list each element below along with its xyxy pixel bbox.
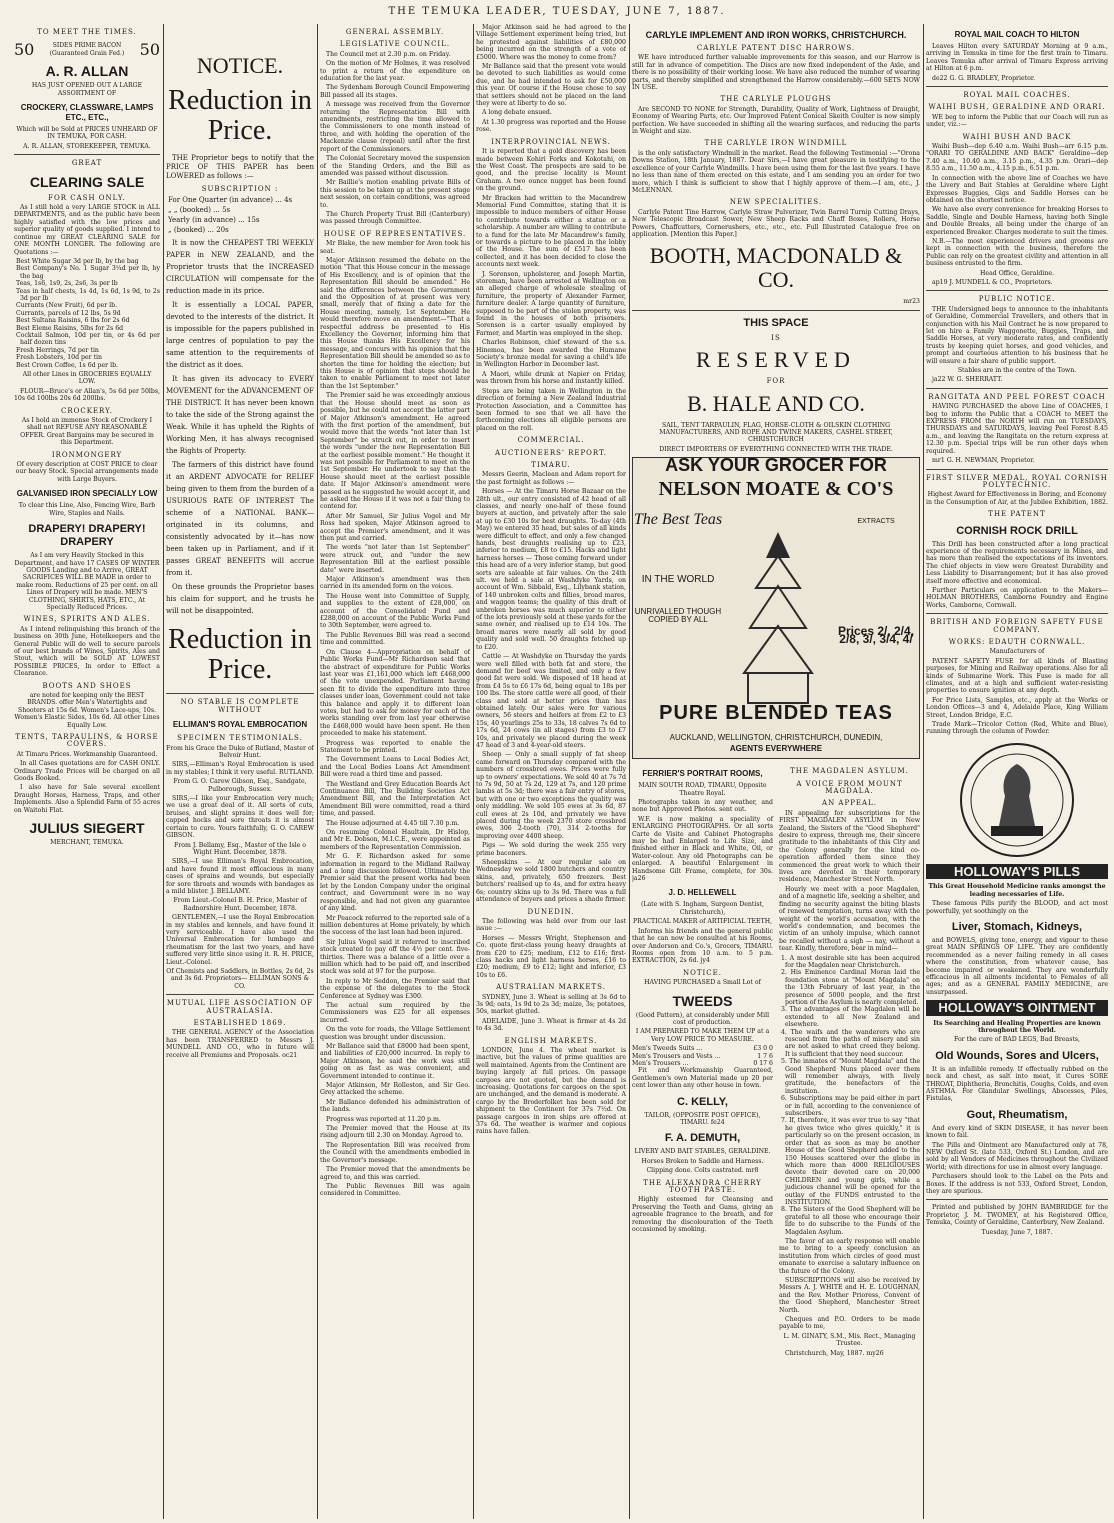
ad-signature: A. R. ALLAN, STOREKEEPER, TEMUKA. xyxy=(23,142,151,150)
list-item: Fresh Herrings, 7d per tin xyxy=(16,346,99,354)
article-paragraph: On resuming Colonel Haultain, Dr Hislop, and Mr E. Dobson, M.I.C.E., were appointed as members of the Representation Commission. xyxy=(320,829,470,851)
ad-text: In all Cases quotations are for CASH ONLY. Ordinary Trade Prices will be charged on all Goods Booked. xyxy=(14,760,160,783)
list-item: Teas in half chests, 1s 4d, 1s 6d, 1s 9d, to 2s 3d per lb xyxy=(16,287,160,302)
ad-heading: CARLYLE PATENT DISC HARROWS. xyxy=(696,44,856,52)
ad-text: Horses Broken to Saddle and Harness. xyxy=(641,1157,764,1165)
notice-text: It is essentially a LOCAL PAPER, devoted to the interests of the district. It is impossible for the papers published in large centres of population to pay the same attention to the requirements of the district as it does. xyxy=(166,301,314,370)
article-paragraph: J. Sorenson, upholsterer, and Joseph Martin, storeman, have been arrested at Wellington on an alleged charge of wholesale stealing of furniture, the property of Alexander Farmer, furniture dealer. A large quantity of furniture, supposed to be part of the stolen property, was found in the houses of both prisoners. Sorenson is a carter usually employed by Farmer, and Martin was employed in the shop. xyxy=(476,270,626,337)
article-paragraph: On the motion of Mr Holmes, it was resolved to print a return of the expenditure on education for the last year. xyxy=(320,60,470,83)
ad-text: FLOUR—Bruce's or Allan's, 5s 6d per 50lbs, 10s 6d 100lbs 20s 6d 200lbs. xyxy=(14,387,160,403)
article-paragraph: The Westland and Grey Education Boards Act Continuance Bill, The Building Societies Act Amendment Bill, and the Interpretation Act Amendment Bill were committed, read a third time, and passed. xyxy=(320,780,470,818)
ad-text: I AM PREPARED TO MAKE THEM UP at a Very LOW PRICE TO MEASURE. xyxy=(635,1028,770,1043)
ad-heading: SPECIMEN TESTIMONIALS. xyxy=(177,734,303,743)
ad-text: DIRECT IMPORTERS OF EVERYTHING CONNECTED WITH THE TRADE. xyxy=(659,445,893,453)
ad-text: Waihi Bush—dep 6.40 a.m. Waihi Bush—arr 6.15 p.m. "ORARI TO GERALDINE AND BACK" Geraldine—dep 7.40 a.m., 10.40 a.m., 3.15 p.m., 4.35 p.m. Orari—dep 8.55 a.m., 11.50 a.m., 4.15 p.m., 6.51 p.m. xyxy=(926,143,1108,173)
article-paragraph: Progress was reported to enable the Statement to be printed. xyxy=(320,739,470,754)
column-rule xyxy=(923,24,924,1519)
ad-text: It is an infallible remedy. If effectually rubbed on the neck and chest, as salt into meat, it Cures SORE THROAT, Diphtheria, Bronchitis, Coughs, Colds, and even ASTHMA. For Glandular Swellings, Abscesses, Piles, Fistulas, xyxy=(926,1065,1108,1103)
ad-heading: BRITISH AND FOREIGN SAFETY FUSE COMPANY. xyxy=(930,618,1104,634)
article-paragraph: The Public Revenues Bill was read a second time and committed. xyxy=(320,631,470,647)
article-paragraph: Pigs — We sold during the week 255 very prime baconers. xyxy=(476,842,626,857)
page-header: THE TEMUKA LEADER, TUESDAY, JUNE 7, 1887. xyxy=(388,6,726,17)
article-paragraph: The Council met at 2.30 p.m. on Friday. xyxy=(326,50,451,58)
tea-ad-prices: Prices 2/, 2/4, 2/8, 3/, 3/4, 4/ xyxy=(837,624,915,646)
tea-ad-brand: NELSON MOATE & CO'S xyxy=(658,478,894,501)
ad-text: PATENT SAFETY FUSE for all kinds of Blasting purposes, for Mining and Railway operations. Also for all kinds of Submarine Work. This Fuse is made for all climates, and at a high and sufficient water-resisting properties to ensure ignition at any depth. xyxy=(926,657,1108,695)
article-paragraph: Sheepskins — At our regular sale on Wednesday we sold 1800 butchers and country skins, and, privately, 650 freezers. Best butchers' realised up to 4s, and for extra heavy 6s; country skins up to 3s 9d. There was a full attendance of buyers and prices a shade firmer. xyxy=(476,859,626,904)
ad-title: GALVANISED IRON SPECIALLY LOW xyxy=(16,489,158,499)
ad-text: Head Office, Geraldine. xyxy=(980,269,1054,277)
article-paragraph: Major Atkinson's amendment was then carried in its amended form on the voices. xyxy=(320,576,470,591)
price-list xyxy=(166,195,314,235)
ad-heading: TO MEET THE TIMES. xyxy=(37,28,137,36)
list-item: For One Quarter (in advance) ... 4s xyxy=(168,196,293,205)
article-paragraph: Mr Ballance said that £8000 had been spent, and liabilities of £20,000 incurred. In reply to Major Atkinson, he said the work was still going on as fast as was convenient, and Government intended to continue it. xyxy=(320,1043,470,1080)
ad-signature: ja22 W. G. SHERRATT. xyxy=(932,376,1003,384)
list-item: 6. Subscriptions may be paid either in part or in full, according to the convenience of subscribers. xyxy=(781,1095,920,1118)
ad-title: Liver, Stomach, Kidneys, xyxy=(951,920,1083,933)
section-heading: INTERPROVINCIAL NEWS. xyxy=(491,137,611,146)
ad-text: IN appealing for subscriptions for the FIRST MAGDALEN ASYLUM in New Zealand, the Sisters of the "Good Shepherd" desire to express, through me, their sincere gratitude to the inhabitants of this City and the Colony generally for the kind co-operation afforded them since they commenced the great work to which their lives are devoted in their temporary residence, Manchester Street North. xyxy=(779,809,920,884)
tea-ad-headline: ASK YOUR GROCER FOR xyxy=(665,455,887,476)
ad-text: SIRS,—I like your Embrocation very much; we use a great deal of it. All sorts of cuts, bruises, and slight sprains it does well for; capped hocks and sore throats it is almost certain to cure. Yours faithfully, G. O. CAREW GIBSON. xyxy=(166,795,314,840)
ad-text: Clipping done. Colts castrated. mr8 xyxy=(646,1167,759,1175)
section-heading: AUSTRALIAN MARKETS. xyxy=(496,983,606,992)
ad-text: SIRS,—Elliman's Royal Embrocation is used in my stables; I think it very useful. RUTLAND. xyxy=(166,761,314,776)
ad-text: TAILOR, (OPPOSITE POST OFFICE), TIMARU. fe24 xyxy=(644,1111,761,1126)
ad-text: For the cure of BAD LEGS, Bad Breasts, xyxy=(953,1036,1080,1044)
article-paragraph: At 1.30 progress was reported and the House rose. xyxy=(476,118,626,134)
ad-text: HAVING PURCHASED a Small Lot of xyxy=(644,979,761,987)
article-paragraph: The Colonial Secretary moved the suspension of the Standing Orders, and the Bill as amended was passed without discussion. xyxy=(320,155,470,177)
ad-heading: MUTUAL LIFE ASSOCIATION OF AUSTRALASIA. xyxy=(166,999,314,1015)
holloways-ointment-banner: HOLLOWAY'S OINTMENT xyxy=(926,1000,1108,1015)
tea-ad-extracts: EXTRACTS xyxy=(857,518,895,526)
ad-title: ROYAL MAIL COACH TO HILTON xyxy=(954,30,1080,39)
imprint-date: Tuesday, June 7, 1887. xyxy=(981,1228,1053,1236)
ad-title: C. KELLY, xyxy=(677,1095,728,1108)
notice-text: It has given its advocacy to EVERY MOVEMENT for the ADVANCEMENT OF THE DISTRICT. It has never been known to take the side of the Strong against the Weak. While it has upheld the Rights of Working Men, it has always recognised the Rights of Property. xyxy=(166,375,314,456)
ad-heading: THE CARLYLE IRON WINDMILL xyxy=(704,139,848,148)
article-paragraph: The Church Property Trust Bill (Canterbury) was passed through Committee. xyxy=(320,210,470,226)
ad-heading: NO STABLE IS COMPLETE WITHOUT xyxy=(180,698,300,714)
divider xyxy=(926,1199,1108,1200)
article-paragraph: A long debate ensued. xyxy=(482,109,552,117)
list-item: 4. The waifs and the wanderers who are rescued from the paths of misery and sin are not asked to what creed they belong. It is sufficient that they need succour. xyxy=(781,1028,920,1058)
ad-text: Cheques and P.O. Orders to be made payable to me, xyxy=(779,1316,920,1331)
ad-text: Highly esteemed for Cleansing and Preserving the Teeth and Gums, giving an agreeable fragrance to the breath, and for removing the discolouration of the Teeth occasioned by smoking. xyxy=(632,1196,773,1234)
list-item: Teas, 1s6, 1s9, 2s, 2s6, 3s per lb xyxy=(16,280,118,288)
imprint: Printed and published by JOHN BAMBRIDGE for the Proprietor, J. M. TWOMEY, at his Registered Office, Temuka, County of Geraldine, Canterbury, New Zealand. xyxy=(926,1204,1108,1227)
ad-signature: mr1 G. H. NEWMAN, Proprietor. xyxy=(932,457,1035,465)
ad-text: Informs his friends and the general public that he can now be consulted at his Rooms, over Anderson and Co.'s, Grocers, TIMARU. Rooms open from 10 a.m. to 5 p.m. EXTRACTION, 2s 6d. jy4 xyxy=(632,927,773,965)
ad-title: B. HALE AND CO. xyxy=(687,390,865,416)
article-paragraph: A message was received from the Governor returning the Representation Bill with amendments, restricting the time allowed to the Commissioners to one month instead of three, and with holding the operation of the Mackenzie clause (repeal) until after the first report of the Commissioners. xyxy=(320,101,470,153)
ad-text: HAVING PURCHASED the above Line of COACHES, I beg to inform the Public that a COACH to MEET the EXPRESS FROM the NORTH will run on TUESDAYS, THURSDAYS and SATURDAYS, leaving Peel Forest 8.45 a.m., and leaving the Rangitata on the return express at 12.30 p.m. Special trips will be run other days when required. xyxy=(926,403,1108,455)
price-value: £3 0 0 xyxy=(753,1045,773,1053)
ad-heading: PUBLIC NOTICE. xyxy=(978,295,1056,304)
ad-text: SIRS,—I use Elliman's Royal Embrocation, and have found it most efficacious in many cases of sprains and wounds, but especially for sore throats and wounds with bandages as a mild blister. J. BELLAMY. xyxy=(166,858,314,895)
ad-text: Hourly we meet with a poor Magdalen, and of a magnetic life, seeking a shelter, and finding no security against the biting blasts of renewed temptation, turns away with the weight of the world's accusation, with the world's condemnation, and becomes the victim of an unholy impulse, which cannot be recalled without a sigh — nay, without a tear. Kindly, therefore, bear in mind— xyxy=(779,885,920,953)
ad-text: All other Lines in GROCERIES EQUALLY LOW. xyxy=(22,371,152,386)
ad-title: RESERVED xyxy=(696,347,856,373)
column-6 xyxy=(926,24,1108,1519)
notice-text: The farmers of this district have found it an ARDENT ADVOCATE for RELIEF being given to them from the burden of a USURIOUS RATE OF INTEREST The scheme of a NATIONAL BANK—originated in its columns, and consistently advocated by it—has now been taken up in Parliament, and if it passes GREAT BENEFITS will accrue from it. xyxy=(166,461,314,578)
ad-heading: ROYAL MAIL COACHES. xyxy=(963,91,1071,100)
divider xyxy=(14,154,160,155)
ad-title: DRAPERY! DRAPERY! DRAPERY xyxy=(28,523,146,549)
article-paragraph: The Sydenham Borough Council Empowering Bill passed all its stages. xyxy=(320,84,470,99)
ad-text: (Late with S. Ingham, Surgeon Dentist, Christchurch), xyxy=(640,901,765,916)
ad-title: F. A. DEMUTH, xyxy=(664,1132,741,1145)
ad-heading: WORKS: EDAUTH CORNWALL. xyxy=(948,638,1086,646)
section-subheading: AUCTIONEERS' REPORT. xyxy=(495,448,607,457)
ad-text: THE GENERAL AGENCY of the Association has been TRANSFERRED to Messrs J. MUNDELL AND CO., who in future will receive all Premiums and Proposals. oc21 xyxy=(166,1029,314,1059)
ad-heading: FIRST SILVER MEDAL, ROYAL CORNISH POLYTECHNIC. xyxy=(926,473,1108,489)
appeal-list xyxy=(779,955,920,1236)
ad-text: W.F. is now making a speciality of ENLARGING PHOTOGRAPHS. Or all sorts Carte de Visite and Cabinet Photographs may be had Enlarged to Life Size, and finished either in Black and White, Oil, or Water-colour. Any old Photographs can be enlarged. A beautiful Enlargement in Handsome Gilt Frame, complete, for 30s. ja26 xyxy=(632,815,773,883)
article-paragraph: Mr Blake, the new member for Avon took his seat. xyxy=(320,240,470,255)
ad-text: SAIL, TENT TARPAULIN, FLAG, HORSE-CLOTH & OILSKIN CLOTHING MANUFACTURERS, AND ROPE AND TWINE MAKERS, CASHEL STREET, CHRISTCHURCH xyxy=(659,421,893,444)
ad-text: and BOWELS, giving tone, energy, and vigour to these great MAIN SPRINGS OF LIFE. They are confidently recommended as a never failing remedy in all cases where the constitution, from whatever cause, has become impaired or weakened. They are wonderfully efficacious in all ailments incidental to Females of all ages; and as a GENERAL FAMILY MEDICINE, are unsurpassed. xyxy=(926,936,1108,996)
article-paragraph: Progress was reported at 11.20 p.m. xyxy=(326,1115,441,1123)
column-rule xyxy=(317,24,318,1519)
ad-text: Further Particulars on application to the Makers—HOLMAN BROTHERS, Camborne Foundry and Engine Works, Camborne, Cornwall. xyxy=(926,586,1108,609)
ad-text: LIVERY AND BAIT STABLES, GERALDINE. xyxy=(634,1148,771,1156)
list-item: „ (booked) ... 20s xyxy=(168,226,229,235)
article-paragraph: Mr Ballance said that the present vote would be devoted to such liabilities as would come due, and he had intended to ask for £50,000 this year. Of course if the House chose to say that settlers should not be placed on the land they were at liberty to do so. xyxy=(476,63,626,108)
ad-text: This Drill has been constructed after a long practical experience of the requirements necessary in Mines, and has more than realised the expectations of its inventors. The chief objects in view were Greatest Durability and Less Liability to Disarrangement; but it has also proved itself more effective and economical. xyxy=(926,540,1108,585)
ad-title: THIS SPACE xyxy=(743,316,809,329)
tea-ad-cities: AUCKLAND, WELLINGTON, CHRISTCHURCH, DUNEDIN, xyxy=(669,733,883,743)
ad-text: Fit and Workmanship Guaranteed, Gentlemen's own Material made up 20 per cent lower than any other house in town. xyxy=(632,1067,773,1090)
ad-text: From Lieut.-Colonel B. H. Price, Master of Radnorshire Hunt. December, 1878. xyxy=(173,897,307,912)
ad-text: Christchurch, May, 1887. my26 xyxy=(785,1349,884,1357)
ad-heading: CROCKERY. xyxy=(60,406,114,415)
ad-text: As I hold an immense Stock of Crockery I shall not REFUSE ANY REASONABLE OFFER. Great Bargains may be secured in this Department. xyxy=(20,417,154,447)
article-paragraph: Mr G. F. Richardson asked for some information in regard to the Midland Railway and a long discussion followed. Ultimately the Premier said that the present works had been let by the London Company under the original contract, and Government were in no way responsible, and had not given any guarantee of any kind. xyxy=(320,853,470,913)
ad-code: mr23 xyxy=(903,298,920,306)
price-row xyxy=(632,1045,773,1052)
list-item: 1. A most desirable site has been acquired for the Magdalen near Christchurch. xyxy=(781,954,920,969)
article-paragraph: Charles Robinson, chief steward of the s.s. Hinemoa, has been awarded the Humane Society's bronze medal for saving a child's life in Wellington Harbor in December last. xyxy=(476,339,626,369)
notice-heading: NOTICE. xyxy=(196,53,284,78)
tea-ad-slogan: The Best Teas xyxy=(633,511,723,529)
list-item: 2. His Eminence Cardinal Moran laid the foundation stone at "Mount Magdala" on the 13th February of last year, in the presence of 5000 people, and the first portion of the Asylum is nearly completed. xyxy=(781,969,920,1006)
divider xyxy=(926,613,1108,614)
ad-number: 50 xyxy=(139,40,160,60)
ad-heading: A VOICE FROM MOUNT MAGDALA. xyxy=(796,779,903,795)
ad-heading: FOR CASH ONLY. xyxy=(48,193,126,202)
ad-text: Leaves Hilton every SATURDAY Morning at 9 a.m., arriving in Temuka in time for the first train to Timaru. Leaves Temuka after arrival of Timaru Express arriving at Hilton at 6 p.m. xyxy=(926,43,1108,73)
ad-heading: THE ALEXANDRA CHERRY TOOTH PASTE. xyxy=(643,1178,762,1195)
article-paragraph: The following was held over from our last issue :— xyxy=(476,917,626,933)
article-paragraph: A Maori, while drunk at Napier on Friday, was thrown from his horse and instantly killed. xyxy=(476,370,626,386)
ad-text: From G. O. Carew Gibson, Esq., Sandgate, Pulborough, Sussex. xyxy=(173,778,307,793)
divider xyxy=(926,290,1108,291)
ad-text: Trade Mark—Tricolor Cotton (Red, White and Blue), running through the column of Powder. xyxy=(926,721,1108,736)
ad-text: In connection with the above line of Coaches we have the Livery and Bait Stables at Geraldine where Light Expresses Buggies, Gigs and Saddle Horses can be obtained on the shortest notice. xyxy=(926,174,1108,204)
ad-heading: FOR xyxy=(766,377,786,386)
ad-title: FERRIER'S PORTRAIT ROOMS, xyxy=(642,769,763,779)
list-item: Best White Sugar 3d per lb, by the bag xyxy=(16,257,139,265)
ad-text: GENTLEMEN,—I use the Royal Embrocation in my stables and kennels, and have found it very serviceable. I have also used the Universal Embrocation for lumbago and rheumatism for the last two years, and have suffered very little since using it. R. H. PRICE, Lieut.-Colonel. xyxy=(166,914,314,966)
ad-text: WE beg to inform the Public that our Coach will run as under, viz.:— xyxy=(926,113,1108,129)
ad-title: BOOTH, MACDONALD & CO. xyxy=(649,243,903,293)
article-paragraph: The words "not later than 1st September" were struck out, and "under the new Representation Bill at the earliest possible date" were inserted. xyxy=(320,544,470,574)
ad-text: Of Chemists and Saddlers, in Bottles, 2s 6d, 2s and 3s 6d. Proprietors— ELLIMAN SONS & CO. xyxy=(166,968,314,990)
notice-title: Reduction in Price. xyxy=(168,624,312,686)
list-item: Best Crown Coffee, 1s 6d per lb. xyxy=(16,361,119,369)
ad-heading: GREAT xyxy=(71,159,103,168)
divider xyxy=(166,693,314,694)
article-paragraph: After Mr Samuel, Sir Julius Vogel and Mr Ross had spoken, Major Atkinson agreed to accept the Premier's amendment, and it was then put and carried. xyxy=(320,512,470,542)
list-item: Fresh Lobsters, 10d per tin xyxy=(16,354,103,362)
ad-text: PRACTICAL MAKER of ARTIFICIAL TEETH, xyxy=(632,918,773,926)
price-label: Men's Trousers and Vests ... xyxy=(632,1052,721,1060)
ad-heading: RANGITATA AND PEEL FOREST COACH xyxy=(928,392,1106,401)
list-item: 5. The inmates of "Mount Magdala" and the Good Shepherd Nuns placed over them will remember always, with lively gratitude, the benefactors of the institution. xyxy=(781,1058,920,1095)
price-label: Men's Tweeds Suits ... xyxy=(632,1045,703,1053)
ad-title: JULIUS SIEGERT xyxy=(29,820,145,837)
ad-title: Old Wounds, Sores and Ulcers, xyxy=(935,1049,1099,1062)
article-paragraph: Mr Peacock referred to the reported sale of a million debentures at Home privately, by which the success of the last loan had been injured. xyxy=(320,914,470,937)
divider xyxy=(926,388,1108,389)
article-paragraph: On the vote for roads, the Village Settlement question was brought under discussion. xyxy=(320,1026,470,1041)
section-heading: ENGLISH MARKETS. xyxy=(504,1036,598,1045)
ad-text: To clear this Line, Also, Fencing Wire, Barb Wire, Staples and Nails. xyxy=(18,502,156,517)
ad-text: (Good Pattern), at considerably under Mill cost of production. xyxy=(635,1011,770,1026)
article-paragraph: Sir Julius Vogel said it referred to inscribed stock created to pay off the 4½ per cent. five-thirties. There was a balance of a little over a million which had to be paid off, and inscribed stock was sold at 97 for the purpose. xyxy=(320,938,470,976)
article-paragraph: ADELAIDE, June 3. Wheat is firmer at 4s 2d to 4s 3d. xyxy=(476,1017,626,1033)
article-paragraph: The House went into Committee of Supply, and supplies to the extent of £28,000, on account of the Consolidated Fund and £288,000 on account of the Public Works Fund to 30th September, were agreed to. xyxy=(320,592,470,630)
ad-column-left xyxy=(632,763,773,1359)
ad-heading: WAIHI BUSH, GERALDINE AND ORARI. xyxy=(928,103,1106,112)
section-subheading: DUNEDIN. xyxy=(527,907,575,916)
section-subheading: HOUSE OF REPRESENTATIVES. xyxy=(323,229,467,238)
article-paragraph: The Representation Bill was received from the Council with the amendments embodied in the Governor's message. xyxy=(320,1141,470,1164)
article-paragraph: Mr Bracken had written to the Macandrew Memorial Fund Committee, stating that it is impossible to induce members of either House to contribute towards either a statue or a scholarship. A number are willing to contribute to a fund for the late Mr Macandrew's family, or towards a picture to be placed in the lobby of the House. The sum of £517 has been collected, and it has been decided to close the accounts next week. xyxy=(476,194,626,269)
ad-title: J. D. HELLEWELL xyxy=(668,888,737,898)
price-value: 0 17 6 xyxy=(753,1059,773,1067)
list-item: Best Sultana Raisins, 6 lbs for 2s 6d xyxy=(16,317,130,325)
article-paragraph: Major Atkinson said he had agreed to the Village Settlement experiment being tried, but he protested against liabilities of £80,000 being incurred on the strength of a vote of £5000. Where was the money to come from? xyxy=(476,24,626,61)
ad-heading: NEW SPECIALITIES. xyxy=(729,198,823,207)
divider xyxy=(926,469,1108,470)
list-item: Best Eleme Raisins, 5lbs for 2s 6d xyxy=(16,324,124,332)
ad-text: Of every description at COST PRICE to clear our heavy Stock. Special arrangements made with Large Buyers. xyxy=(15,461,159,483)
article-paragraph: On Clause 4—Appropriation on behalf of Public Works Fund—Mr Richardson said that the abstract of expenditure for Public Works last year was £1,161,000 which left £468,000 of the vote unexpended. Parliament having seen fit to divide the expenditure into three classes under loan, Government could not take this balance and apply it to different loan votes, but had to ask for money for each of the works standing over from last year otherwise the £468,000 would have been spent. He then proceeded to make his statement. xyxy=(320,648,470,738)
ad-signature: de22 G. G. BRADLEY, Proprietor. xyxy=(932,74,1036,82)
section-heading: GENERAL ASSEMBLY. xyxy=(345,28,445,36)
ad-text: WE have introduced further valuable improvements for this season, and our Harrow is still far in advance of competition. The Discs are now fixed independent of the Axle, and there is no possibility of their working loose. We have also reduced the number of wearing parts, and thereby simplified and strengthened the Harrow considerably.—600 SETS NOW IN USE. xyxy=(632,54,920,92)
ad-text: For Price Lists, Samples, etc., apply at the Works or London Offices—3 and 4, Adelaide Place, King William Street, London Bridge, E.C. xyxy=(926,696,1108,719)
column-rule xyxy=(473,24,474,1519)
tea-ad-product: PURE BLENDED TEAS xyxy=(659,702,893,725)
ad-title: CROCKERY, CLASSWARE, LAMPS ETC., ETC., xyxy=(20,103,154,123)
notice-text: It is now the CHEAPEST TRI WEEKLY PAPER in NEW ZEALAND, and the Proprietor trusts that the INCREASED CIRCULATION will compensate for the reduction made in its price. xyxy=(166,239,314,296)
ad-text: The favor of an early response will enable me to bring to a speedy conclusion an institution from which circles of good must emanate to exercise a salutary influence on the future of the Colony. xyxy=(779,1237,920,1275)
ad-number: 50 xyxy=(14,40,35,60)
article-paragraph: Steps are being taken in Wellington in the direction of forming a New Zealand Industrial Protection Association, and a Committee has been formed to see that we all have the forthcoming elections all eligible persons are placed on the roll. xyxy=(476,387,626,432)
article-paragraph: Mr Ballance defended his administration of the lands. xyxy=(320,1098,470,1114)
divider xyxy=(166,994,314,995)
ad-signature: ap19 J. MUNDELL & CO., Proprietors. xyxy=(932,278,1053,286)
ad-heading: NOTICE. xyxy=(683,968,722,977)
ad-text: As I still hold a very LARGE STOCK in ALL DEPARTMENTS, and as the public have been highly satisfied with the low prices and superior quality of goods supplied. I intend to continue my GREAT CLEARING SALE for ONE MONTH LONGER. The following are Quotations :— xyxy=(14,204,160,256)
ad-text: SUBSCRIPTIONS will also be received by Messrs A. J. WHITE and H. E. LOUGHNAN, and the Rev. Mother Prioress, Convent of the Good Shepherd, Manchester Street North. xyxy=(779,1277,920,1314)
ad-heading: WINES, SPIRITS AND ALES. xyxy=(23,615,151,624)
ad-title: TWEEDS xyxy=(672,992,733,1009)
article-paragraph: In reply to Mr Seddon, the Premier said that the expense of the delegates to the Stock Conference at Sydney was £300. xyxy=(320,977,470,1000)
ad-text: At Timaru Prices. Workmanship Guaranteed. xyxy=(16,750,158,758)
ad-heading: SUBSCRIPTION : xyxy=(201,185,279,193)
article-paragraph: Horses — Messrs Wright, Stephenson and Co. quote first-class young heavy draughts at from £20 to £25; medium, £12 to £16; first-class hacks and light harness horses, £16 to £20; medium, £9 to £12; light and inferior, £3 10s to £6. xyxy=(476,934,626,979)
article-paragraph: The actual sum required by the Commissioners was £25 for all expenses incurred. xyxy=(320,1001,470,1024)
divider xyxy=(632,310,920,311)
ad-text: Highest Award for Effectiveness in Boring, and Economy in the Consumption of Air, at the Jubilee Exhibition, 1882. xyxy=(926,491,1108,506)
ad-heading: WAIHI BUSH AND BACK xyxy=(962,132,1072,141)
ad-text: This Great Household Medicine ranks amongst the leading necessaries of Life. xyxy=(928,883,1106,898)
tea-ad-tagline: UNRIVALLED THOUGH COPIED BY ALL xyxy=(634,607,722,624)
ad-title: ELLIMAN'S ROYAL EMBROCATION xyxy=(172,720,308,730)
article-paragraph: Major Atkinson, Mr Rolleston, and Sir Geo. Grey attacked the scheme. xyxy=(320,1082,470,1097)
article-paragraph: Horses — At the Timaru Horse Bazaar on the 28th ult., our entry consisted of 42 head of all classes, and nearly one-half of these found buyers at auction, and privately after the sale at up to £30 10s for best draughts. To-day (4th May) we entered 35 head, but sales of all kinds were difficult to effect, and only a few changed hands, best draughts realising up to £23, inferior to medium, £8 to £15. Hacks and light harness horses — Those coming forward under this head are of a very inferior stamp, but good sorts are saleable at fair values. On the 24th ult. we held a sale at Washdyke Yards, on account of Wm. Sibbald, Esq., Lilybank station, of 140 unbroken colts and fillies, broad mares, and waggon teams; the quality of this draft of unbroken horses was much superior to either of the lots previously sold at these yards for the same owner, and realised up to £14 10s. The broad mares were nearly all sold by good quality and sold well. 50 draughts fetched up to £20. xyxy=(476,488,626,651)
article-paragraph: Messrs Geerin, Maclean and Adam report for the past fortnight as follows :— xyxy=(476,471,626,486)
tea-advertisement xyxy=(632,457,920,759)
column-rule xyxy=(163,24,164,1519)
price-row xyxy=(632,1053,773,1060)
ad-text: Manufacturers of xyxy=(989,648,1045,656)
ad-text: MAIN SOUTH ROAD, TIMARU, Opposite Theatre Royal. xyxy=(638,782,767,797)
ad-signature: MERCHANT, TEMUKA. xyxy=(50,839,124,847)
ad-column-right xyxy=(779,763,920,1359)
article-paragraph: The Premier moved that the House at its rising adjourn till 2.30 on Monday. Agreed to. xyxy=(320,1125,470,1140)
column-1 xyxy=(14,24,160,1519)
column-3 xyxy=(320,24,470,1519)
ad-text: THE Undersigned begs to announce to the inhabitants of Geraldine, Commercial Travellers, and others that in conjunction with his Mail Contract he is now prepared to let on hire a Family Waggonette, Buggies, Traps, and Saddle Horses, at very moderate rates, and confidently trusts by keeping quiet horses, and good vehicles, and prompt and courteous attention to his business that he will ensure a fair share of public support. xyxy=(926,305,1108,365)
ad-heading: AN APPEAL. xyxy=(822,799,877,808)
ad-title: CARLYLE IMPLEMENT AND IRON WORKS, CHRISTCHURCH. xyxy=(645,30,907,40)
article-paragraph: The Premier said he was exceedingly anxious that the House should meet as soon as possible, but he could not accept the latter part of Major Atkinson's amendment. He agreed with the first portion of the amendment, but would move that the words "not later than 1st September" be struck out, in order to insert the words "under the new Representation Bill at the earliest possible moment." He thought it was not possible for Parliament to meet on the 1st September. He undertook to say that the House should meet at the earliest possible date. If Major Atkinson's amendment were passed as he suggested he would accept it, and he asked the House if it was not a fair thing to contend for. xyxy=(320,392,470,511)
article-paragraph: The Premier moved that the amendments be agreed to, and this was carried. xyxy=(320,1166,470,1181)
column-rule xyxy=(629,24,630,1519)
ad-text: Purchasers should look to the Label on the Pots and Boxes. If the address is not 533, Oxford Street, London, they are spurious. xyxy=(926,1173,1108,1196)
ad-text: Carlyle Patent Tine Harrow, Carlyle Straw Pulverizer, Twin Barrel Turnip Cutting Drays, New Telescopic Broadcast Sower, New Sheep Racks and Chaff Boxes, Rollers, Horse Powers, Chaffcutters, Cornerushers, etc., etc., etc. Full Illustrated Catalogue free on application. [Mention this Paper.] xyxy=(632,208,920,238)
list-item: 7. If, therefore, it was ever true to say "that he gives twice who gives quickly," it is particularly so on the present occasion, in order that as soon as may be another House of the Good Shepherd added to the 150 Houses scattered over the globe in which more than 4000 RELIGIOUSES devote their devoted care on 20,000 CHILDREN and young girls, while a judicious channel will be opened for the outlay of the FUNDS entrusted to the INSTITUTION. xyxy=(781,1117,920,1206)
list-item: Currants (New Fruit), 6d per lb. xyxy=(16,302,118,310)
article-paragraph: The Public Revenues Bill was again considered in Committee. xyxy=(320,1182,470,1198)
ad-heading: ESTABLISHED 1869. xyxy=(193,1019,287,1028)
ad-title: CORNISH ROCK DRILL xyxy=(956,524,1078,537)
section-heading: COMMERCIAL. xyxy=(517,436,585,445)
ad-text: Are SECOND TO NONE for Strength, Durability, Quality of Work, Lightness of Draught, Economy of Wearing Parts, etc. Our Improved Patent Conical Skeith Coulter is now simply perfection. We have succeeded in shifting all the wearing surfaces, and reducing the parts in Weight and size. xyxy=(632,105,920,136)
notice-text: THE Proprietor begs to notify that the PRICE OF THIS PAPER has been LOWERED as follows :— xyxy=(166,154,314,180)
list-item: Currants, parcels of 12 lbs, 5s 9d xyxy=(16,309,121,317)
price-label: Men's Trousers ... xyxy=(632,1059,689,1067)
column-2 xyxy=(166,24,314,1519)
article-paragraph: Major Atkinson resumed the debate on the motion "That this House concur in the message of His Excellency, and is of opinion that the Representation Bill should be amended." He said the differences between the Government and the Opposition of at present was very small, merely that of fixing a date for the House meeting, namely, 1st September. He would therefore move an amendment—"That a respectful address be presented to His Excellency the Governor, informing him that this House thanks His Excellency for his message, and concurs with his opinion that the Representation Bill should be amended so as to shorten the time for holding the election; but this House is of opinion that steps should be taken to enable Parliament to meet not later than the 1st September." xyxy=(320,256,470,390)
section-subheading: TIMARU. xyxy=(531,460,571,469)
holloways-pills-banner: HOLLOWAY'S PILLS xyxy=(926,864,1108,879)
ad-title: A. R. ALLAN xyxy=(45,63,129,80)
article-paragraph: The House adjourned at 4.45 till 7.30 p.m. xyxy=(326,819,460,827)
price-row xyxy=(632,1060,773,1067)
ad-text: These famous Pills purify the BLOOD, and act most powerfully, yet soothingly on the xyxy=(926,900,1108,915)
ad-text: We have also every convenience for breaking Horses to Saddle, Single and Double Harness, having both Single and Double Breaks, all being under the charge of an experienced Breaker. Charges moderate to suit the times. xyxy=(926,206,1108,236)
article-paragraph: SYDNEY, June 3. Wheat is selling at 3s 6d to 3s 9d; oats, 1s 9d to 2s 3d; maize, 3s; potatoes, 50s, market glutted. xyxy=(476,993,626,1016)
bacon-ad xyxy=(14,40,160,60)
ad-text: N.B.—The most experienced drivers and grooms are kept in connection with the business, therefore the Public can rely on the greatest civility and attention in all business entrusted to the firm. xyxy=(926,237,1108,268)
ad-text: From his Grace the Duke of Rutland, Master of Belvoir Hunt. xyxy=(166,744,314,760)
holloway-emblem-icon xyxy=(957,740,1077,860)
ad-text: I also have for Sale several excellent Draught Horses, Harness, Traps, and other Implements. Also a Splendid Farm of 55 acres on Waitohi Flat. xyxy=(14,784,160,814)
ad-title: Gout, Rheumatism, xyxy=(966,1108,1068,1121)
ad-signature: L. M. GINATY, S.M., Mis. Rect., Managing Trustee. xyxy=(783,1332,916,1348)
ad-text: And every kind of SKIN DISEASE, it has never been known to fail. xyxy=(926,1124,1108,1140)
ad-title: CLEARING SALE xyxy=(29,173,145,190)
ad-text: Which will be Sold at PRICES UNHEARD OF IN TEMUKA, FOR CASH. xyxy=(16,126,158,141)
ad-text: As I am very Heavily Stocked in this Department, and have 17 CASES OF WINTER GOODS Landing and to Arrive, GREAT SACRIFICES WILL BE MADE in order to make room. Reductions of 25 per cent. on all Lines of Drapery will be made. MEN'S CLOTHING, SHIRTS, HATS, ETC., At Specially Reduced Prices. xyxy=(14,552,160,611)
ad-text: Its Searching and Healing Properties are known throughout the World. xyxy=(933,1019,1101,1034)
list-item: Yearly (in advance) ... 15s xyxy=(168,216,260,225)
list-item: 3. The advantages of the Magdalen will be extended to all New Zealand and elsewhere. xyxy=(781,1006,920,1029)
notice-title: Reduction in Price. xyxy=(168,85,312,146)
ad-text: As I intend relinquishing this branch of the business on 30th June, Hotelkeepers and the General Public will do well to secure parcels of our best brands of Wines, Spirits, Ales and Stout, which will be SOLD AT LOWEST POSSIBLE PRICES, In order to Effect a Clearance. xyxy=(14,625,160,678)
ad-heading: TENTS, TARPAULINS, & HORSE COVERS. xyxy=(15,733,159,749)
ad-text: Photographs taken in any weather, and none but Approved Photos. sent out. xyxy=(632,799,773,814)
ad-text: Stables are in the centre of the Town. xyxy=(957,367,1077,375)
article-paragraph: Cattle — At Washdyke on Thursday the yards were well filled with both fat and store, the demand for beef was limited, and only a few good fat were sold. We disposed of 18 head at from £4 5s to £6 17s 6d, being equal to 18s per 100 lbs. The store cattle were all good, of their class and sold at better prices than has obtained lately. Our sales were for various owners, 56 steers and heifers at from £2 to £3 15s, 40 yearlings 25s to 33s, 18 calves 7s 6d to 17s 6d, 24 cows (in all stages) from £3 to £7 10s, and privately we placed during the week 47 head of 3 and 4-year-old steers. xyxy=(476,653,626,749)
ad-text: are noted for keeping only the BEST BRANDS. offer Men's Watertights and Shooters at 15s 6d. Women's Lace-ups, 10s. Women's Elastic Sides, 10s 6d. All other Lines Equally Low. xyxy=(14,692,160,729)
ad-text: HAS JUST OPENED OUT A LARGE ASSORTMENT OF xyxy=(31,82,143,97)
ad-heading: IRONMONGERY xyxy=(51,450,123,459)
ad-heading: THE PATENT xyxy=(988,510,1046,519)
list-item: Best Company's No. 1 Sugar 3¼d per lb, by the bag xyxy=(16,265,160,280)
section-subheading: LEGISLATIVE COUNCIL. xyxy=(339,40,451,49)
article-paragraph: Sheep — Only a small supply of fat sheep came forward on Thursday compared with the numbers of crossbred ewes. Prices were fully up to owners' expectations. We sold 40 at 7s 7d to 7s 9d, 50 at 7s 2d, 129 at 7s, and 120 prime lambs at 5s 3d; there was a fair entry of stores, but with one or two exceptions the quality was only middling. We sold 105 ewes at 3s 6d, 87 cull ewes at 2s 10d, and privately we have placed during the week 2370 store crossbred ewes, 306 2-tooth (70), 314 2-tooths for improving over 4400 sheep. xyxy=(476,751,626,840)
tea-ad-agents: AGENTS EVERYWHERE xyxy=(729,744,823,754)
list-item: Cocktail Salmon, 10d per tin, or 4s 6d per half dozen tins xyxy=(16,331,160,347)
list-item: 8. The Sisters of the Good Shepherd will be grateful to all those who encourage their life to do subscribe to the Funds of the Magdalen Asylum. xyxy=(781,1206,920,1236)
ad-text: is the only satisfactory Windmill in the market. Read the following Testimonial :—"Orona Downs Station, 18th January, 1887. Dear Sirs,—I have great pleasure in testifying to the excellence of your Carlyle Windmills. I have been using them for the last five years. I have no less than nine of them erected on this estate, and I am sending you an order for two more, which I think is sufficient to show that I highly approve of them.—I am, etc., J. McLENNAN. xyxy=(632,149,920,194)
article-paragraph: LONDON, June 4. The wheat market is inactive, but the values of prime qualities are well maintained. Agents from the Continent are buying largely at full prices. On passage cargoes are not quoted, but the demand is increasing. Quotations for cargoes on the spot are unchanged, and the demand is moderate. A cargo by the Broderfolket has been sold for shipment to the Continent for 37s 7½d. On passage cargoes in iron ships are offered at 37s 6d. The weather is warmer and copious rains have fallen. xyxy=(476,1047,626,1136)
price-list xyxy=(14,258,160,369)
divider xyxy=(926,86,1108,87)
column-5 xyxy=(632,24,920,1519)
pagoda-illustration xyxy=(738,528,818,708)
ad-row xyxy=(632,763,920,1359)
list-item: „ „ (booked) ... 5s xyxy=(168,206,231,215)
ad-text: From J. Bellamy, Esq., Master of the Isle o Wight Hunt. December, 1878. xyxy=(174,841,306,856)
article-paragraph: The Government Loans to Local Bodies Act, and the Local Bodies Loans Act Amendment Bill were read a third time and passed. xyxy=(320,756,470,779)
ad-heading: IS xyxy=(771,333,781,342)
ad-heading: THE CARLYLE PLOUGHS xyxy=(720,95,832,104)
ad-text: The Pills and Ointment are Manufactured only at 78, NEW Oxford St. (late 533, Oxford St.) London, and are sold by all Vendors of Medicines throughout the Civilized World; with directions for use in almost every language. xyxy=(926,1141,1108,1171)
notice-text: On these grounds the Proprietor bases his claim for support, and he trusts he will not be disappointed. xyxy=(166,583,314,616)
price-value: 1 7 6 xyxy=(757,1052,773,1060)
ad-text: SIDES PRIME BACON (Guaranteed Grain Fed.) xyxy=(49,42,125,57)
article-paragraph: It is reported that a gold discovery has been made between Kohiri Forks and Kokotahi, on the West Coast. The prospects are said to be good, and the precise locality is Mount Graham. A two ounce nugget has been found on the ground. xyxy=(476,148,626,193)
tea-ad-slogan: IN THE WORLD xyxy=(641,574,715,586)
ad-heading: THE MAGDALEN ASYLUM. xyxy=(790,767,909,776)
column-4 xyxy=(476,24,626,1519)
ad-heading: BOOTS AND SHOES xyxy=(42,681,132,690)
article-paragraph: Mr Baillie's motion enabling private Bills of this session to be taken up at the present stage next session, on certain conditions, was agreed to. xyxy=(320,179,470,209)
